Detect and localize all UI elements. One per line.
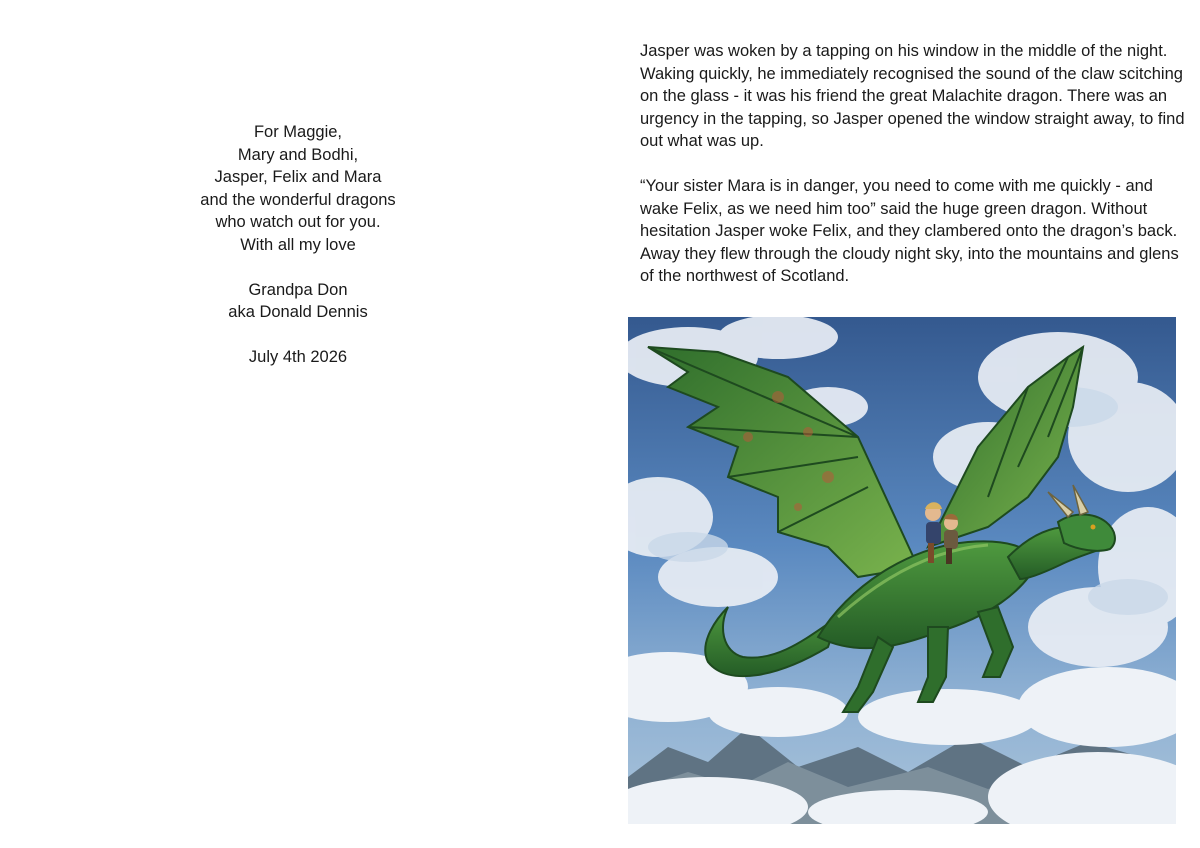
dedication-line: With all my love (240, 235, 356, 254)
dedication-line: who watch out for you. (215, 213, 381, 231)
story-text (640, 40, 1185, 310)
dragon-illustration (628, 317, 1176, 824)
signature-alias: aka Donald Dennis (228, 303, 368, 321)
dedication-line: and the wonderful dragons (200, 190, 396, 209)
dedication-line: Mary and Bodhi, (237, 145, 359, 164)
dedication-line: Jasper, Felix and Mara (214, 168, 382, 186)
dedication (148, 121, 448, 369)
dragon-painting (628, 317, 1176, 824)
dedication-date: July 4th 2026 (248, 348, 348, 366)
story-paragraph: Jasper was woken by a tapping on his window in the middle of the night. Waking quickly, he immediately recognised the sound of the claw scitching on the glass - it was his friend the great Malachite dragon. There was an urgency in the tapping, so Jasper opened the window straight away, to find out what was up. (640, 42, 1185, 150)
dedication-line: For Maggie, (253, 123, 343, 141)
right-page (600, 0, 1200, 848)
signature-name: Grandpa Don (248, 280, 348, 299)
story-paragraph: “Your sister Mara is in danger, you need to come with me quickly - and wake Felix, as we need him too” said the huge green dragon. Without hesitation Jasper woke Felix, and they clambered onto the dragon’s back. Away they flew through the cloudy night sky, into the mountains and glens of the northwest of Scotland. (640, 177, 1179, 285)
